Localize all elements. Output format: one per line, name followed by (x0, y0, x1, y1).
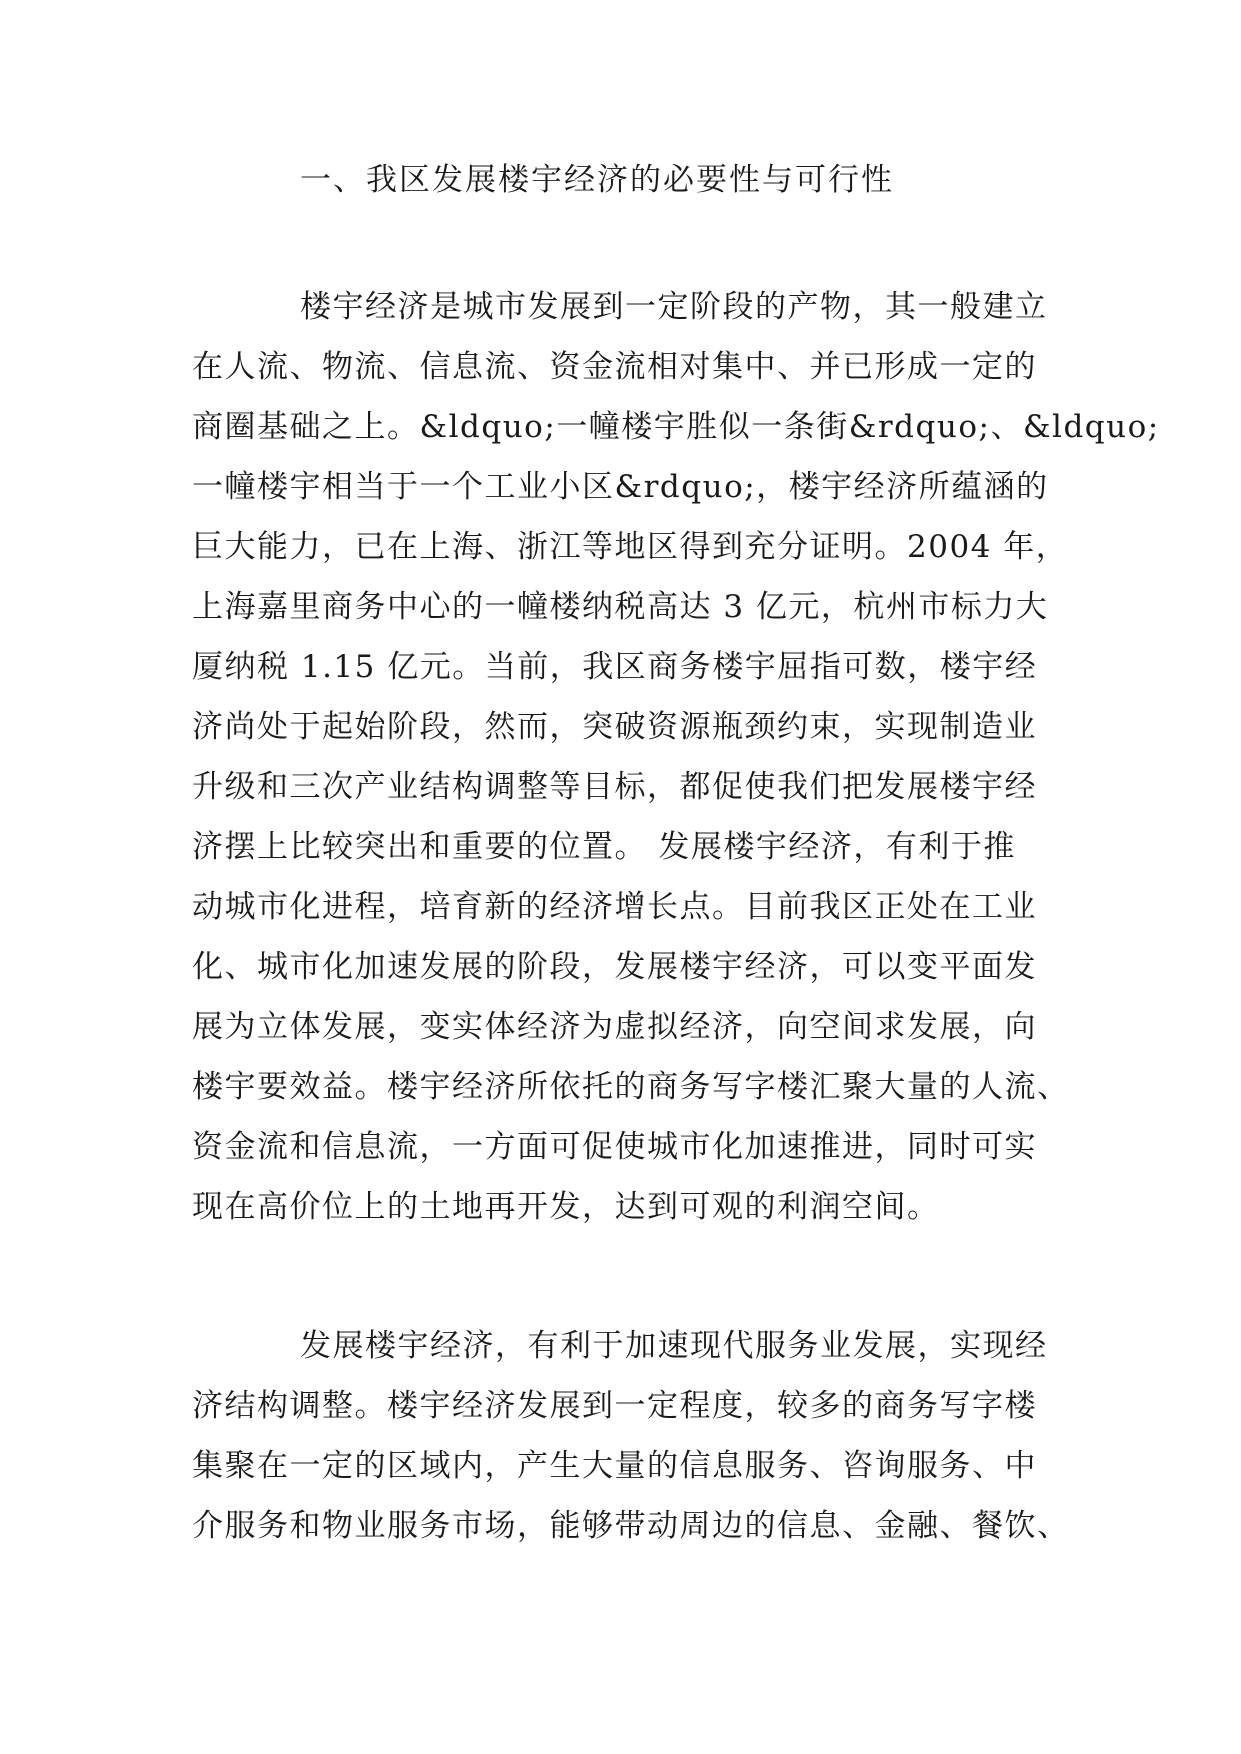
paragraph-2-line: 集聚在一定的区域内，产生大量的信息服务、咨询服务、中 (192, 1448, 1037, 1484)
paragraph-1-line: 商圈基础之上。&ldquo;一幢楼宇胜似一条街&rdquo;、&ldquo; (192, 409, 1160, 445)
paragraph-1-line: 现在高价位上的土地再开发，达到可观的利润空间。 (192, 1189, 940, 1225)
paragraph-1-line: 资金流和信息流，一方面可促使城市化加速推进，同时可实 (192, 1129, 1037, 1165)
paragraph-1-line: 一幢楼宇相当于一个工业小区&rdquo;，楼宇经济所蕴涵的 (192, 469, 1049, 505)
paragraph-2-line: 发展楼宇经济，有利于加速现代服务业发展，实现经 (300, 1328, 1048, 1364)
paragraph-2-line: 济结构调整。楼宇经济发展到一定程度，较多的商务写字楼 (192, 1388, 1037, 1424)
paragraph-2-line: 介服务和物业服务市场，能够带动周边的信息、金融、餐饮、 (192, 1508, 1070, 1544)
paragraph-1-line: 楼宇要效益。楼宇经济所依托的商务写字楼汇聚大量的人流、 (192, 1069, 1070, 1105)
paragraph-1-line: 厦纳税 1.15 亿元。当前，我区商务楼宇屈指可数，楼宇经 (192, 649, 1038, 685)
paragraph-1-line: 在人流、物流、信息流、资金流相对集中、并已形成一定的 (192, 349, 1037, 385)
paragraph-1-line: 上海嘉里商务中心的一幢楼纳税高达 3 亿元，杭州市标力大 (192, 589, 1049, 625)
paragraph-1-line: 济尚处于起始阶段，然而，突破资源瓶颈约束，实现制造业 (192, 709, 1037, 745)
section-heading: 一、我区发展楼宇经济的必要性与可行性 (300, 162, 894, 198)
paragraph-1-line: 济摆上比较突出和重要的位置。 发展楼宇经济，有利于推 (192, 829, 1016, 865)
paragraph-1-line: 化、城市化加速发展的阶段，发展楼宇经济，可以变平面发 (192, 949, 1037, 985)
paragraph-1-line: 巨大能力，已在上海、浙江等地区得到充分证明。2004 年， (192, 529, 1069, 565)
paragraph-1-line: 升级和三次产业结构调整等目标，都促使我们把发展楼宇经 (192, 769, 1037, 805)
paragraph-1-line: 展为立体发展，变实体经济为虚拟经济，向空间求发展，向 (192, 1009, 1037, 1045)
paragraph-1-line: 楼宇经济是城市发展到一定阶段的产物，其一般建立 (300, 289, 1048, 325)
paragraph-1-line: 动城市化进程，培育新的经济增长点。目前我区正处在工业 (192, 889, 1037, 925)
